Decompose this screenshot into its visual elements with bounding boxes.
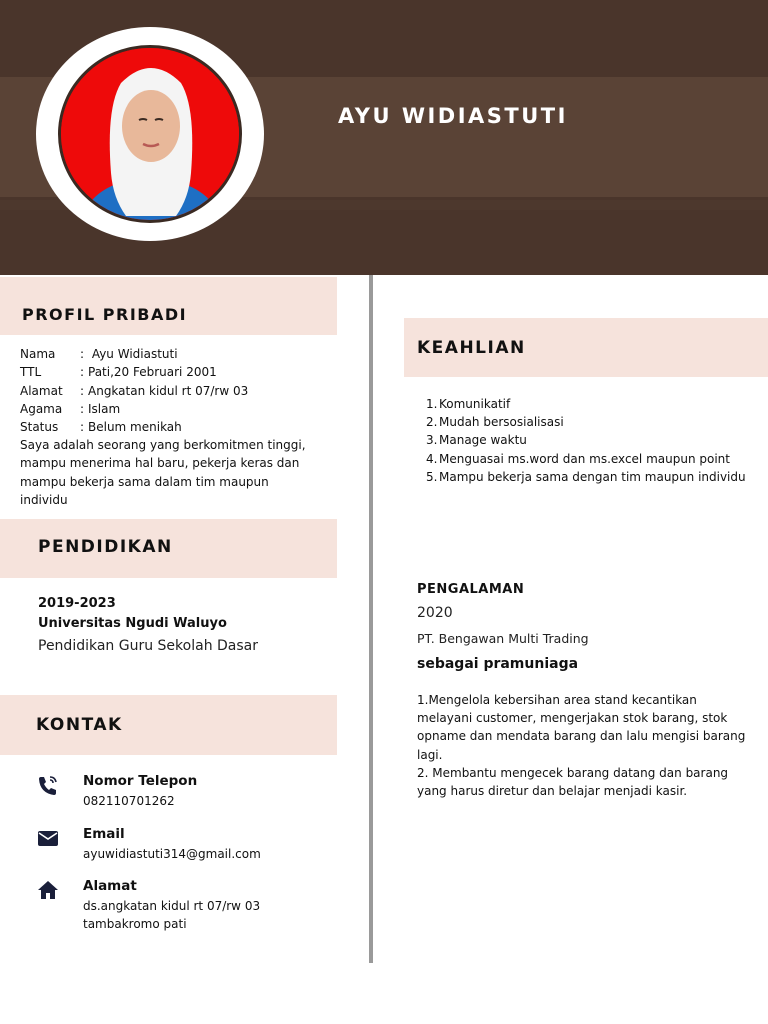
email-icon [36,826,60,850]
education-major: Pendidikan Guru Sekolah Dasar [38,638,259,654]
education-school: Universitas Ngudi Waluyo [38,616,227,631]
section-title: PENDIDIKAN [38,537,173,557]
section-title: PROFIL PRIBADI [22,305,188,324]
profile-row: Alamat : Angkatan kidul rt 07/rw 03 [20,383,249,398]
list-item: 3. Manage waktu [426,433,527,448]
experience-company: PT. Bengawan Multi Trading [417,631,589,646]
list-item: 4. Menguasai ms.word dan ms.excel maupun point [426,451,730,466]
profile-row: TTL : Pati,20 Februari 2001 [20,365,217,380]
contact-value: ds.angkatan kidul rt 07/rw 03 tambakromo pati [83,899,261,931]
education-years: 2019-2023 [38,596,116,611]
contact-label: Alamat [83,878,137,894]
section-title: KEAHLIAN [417,338,526,358]
contact-value: 082110701262 [83,794,175,808]
contact-label: Nomor Telepon [83,773,198,789]
person-name: AYU WIDIASTUTI [338,104,568,128]
header-banner [0,0,768,275]
contact-label: Email [83,826,125,842]
contact-value: ayuwidiastuti314@gmail.com [83,847,261,861]
profile-row: Agama : Islam [20,401,121,416]
phone-icon [36,773,60,797]
section-title: KONTAK [36,715,123,735]
experience-description: 1.Mengelola kebersihan area stand kecantikan melayani customer, mengerjakan stok barang, stok opname dan mendata barang dan lalu mengisi barang lagi. 2. Membantu mengecek barang datang dan barang yang harus diretur dan belajar menjadi kasir. [417,693,746,799]
profile-photo [58,45,242,223]
section-header-profile [0,277,337,335]
section-header-skills [404,318,768,377]
experience-title: PENGALAMAN [417,582,525,597]
experience-role: sebagai pramuniaga [417,656,579,672]
profile-description: Saya adalah seorang yang berkomitmen tinggi, mampu menerima hal baru, pekerja keras dan mampu bekerja sama dalam tim maupun individu [20,438,306,507]
list-item: 5. Mampu bekerja sama dengan tim maupun individu [426,469,746,484]
profile-row: Status : Belum menikah [20,420,182,435]
experience-year: 2020 [417,605,453,621]
home-icon [36,878,60,902]
skills-list [426,395,756,486]
section-header-education [0,519,337,578]
section-header-contact [0,695,337,755]
profile-details [20,345,248,436]
list-item: 1. Komunikatif [426,397,511,411]
profile-photo-frame [36,27,264,241]
list-item: 2. Mudah bersosialisasi [426,415,564,430]
column-divider [369,275,373,963]
profile-row: Nama : Ayu Widiastuti [20,347,178,361]
